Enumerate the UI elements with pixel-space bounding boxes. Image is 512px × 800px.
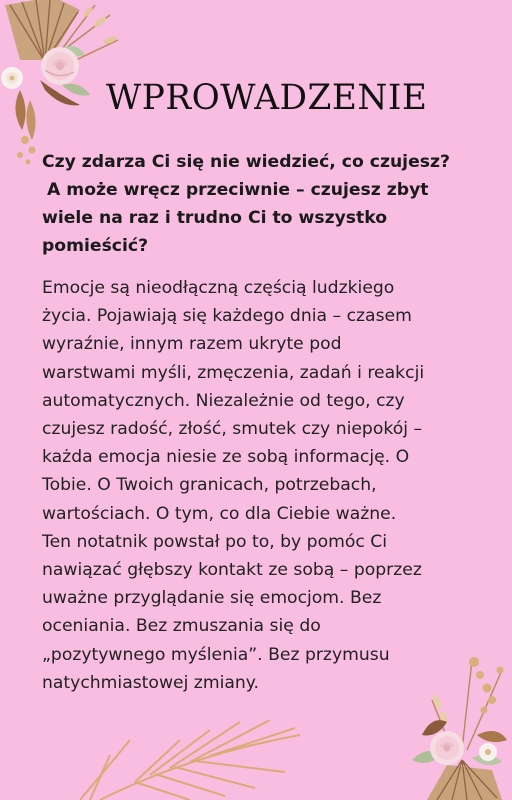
body-line: Ten notatnik powstał po to, by pomóc Ci [42, 531, 388, 552]
body-line: natychmiastowej zmiany. [42, 672, 259, 693]
body-line: warstwami myśli, zmęczenia, zadań i reakcji [42, 362, 425, 383]
floral-bouquet-top-left [0, 0, 120, 170]
intro-line: pomieścić? [42, 236, 149, 256]
body-line: każda emocja niesie ze sobą informację. O [42, 447, 410, 468]
body-line: nawiązać głębszy kontakt ze sobą – poprzez [42, 560, 422, 581]
body-line: oceniania. Bez zmuszania się do [42, 616, 321, 637]
body-paragraph [42, 274, 482, 697]
body-line: „pozytywnego myślenia”. Bez przymusu [42, 644, 390, 665]
intro-line: Czy zdarza Ci się nie wiedzieć, co czujesz? [42, 152, 450, 172]
body-line: automatycznych. Niezależnie od tego, czy [42, 390, 405, 411]
palm-leaf-bottom-left [40, 700, 320, 800]
body-line: Tobie. O Twoich granicach, potrzebach, [42, 475, 377, 496]
floral-bouquet-bottom-right [392, 640, 512, 800]
body-line: życia. Pojawiają się każdego dnia – czasem [42, 306, 412, 327]
page-title: WPROWADZENIE [106, 78, 428, 118]
body-line: uważne przyglądanie się emocjom. Bez [42, 588, 382, 609]
intro-question [42, 148, 472, 260]
body-line: czujesz radość, złość, smutek czy niepokój – [42, 419, 423, 440]
intro-line: A może wręcz przeciwnie – czujesz zbyt [47, 180, 429, 200]
intro-line: wiele na raz i trudno Ci to wszystko [42, 208, 388, 228]
body-line: wartościach. O tym, co dla Ciebie ważne. [42, 503, 397, 524]
body-line: wyraźnie, innym razem ukryte pod [42, 334, 342, 355]
body-line: Emocje są nieodłączną częścią ludzkiego [42, 278, 395, 298]
